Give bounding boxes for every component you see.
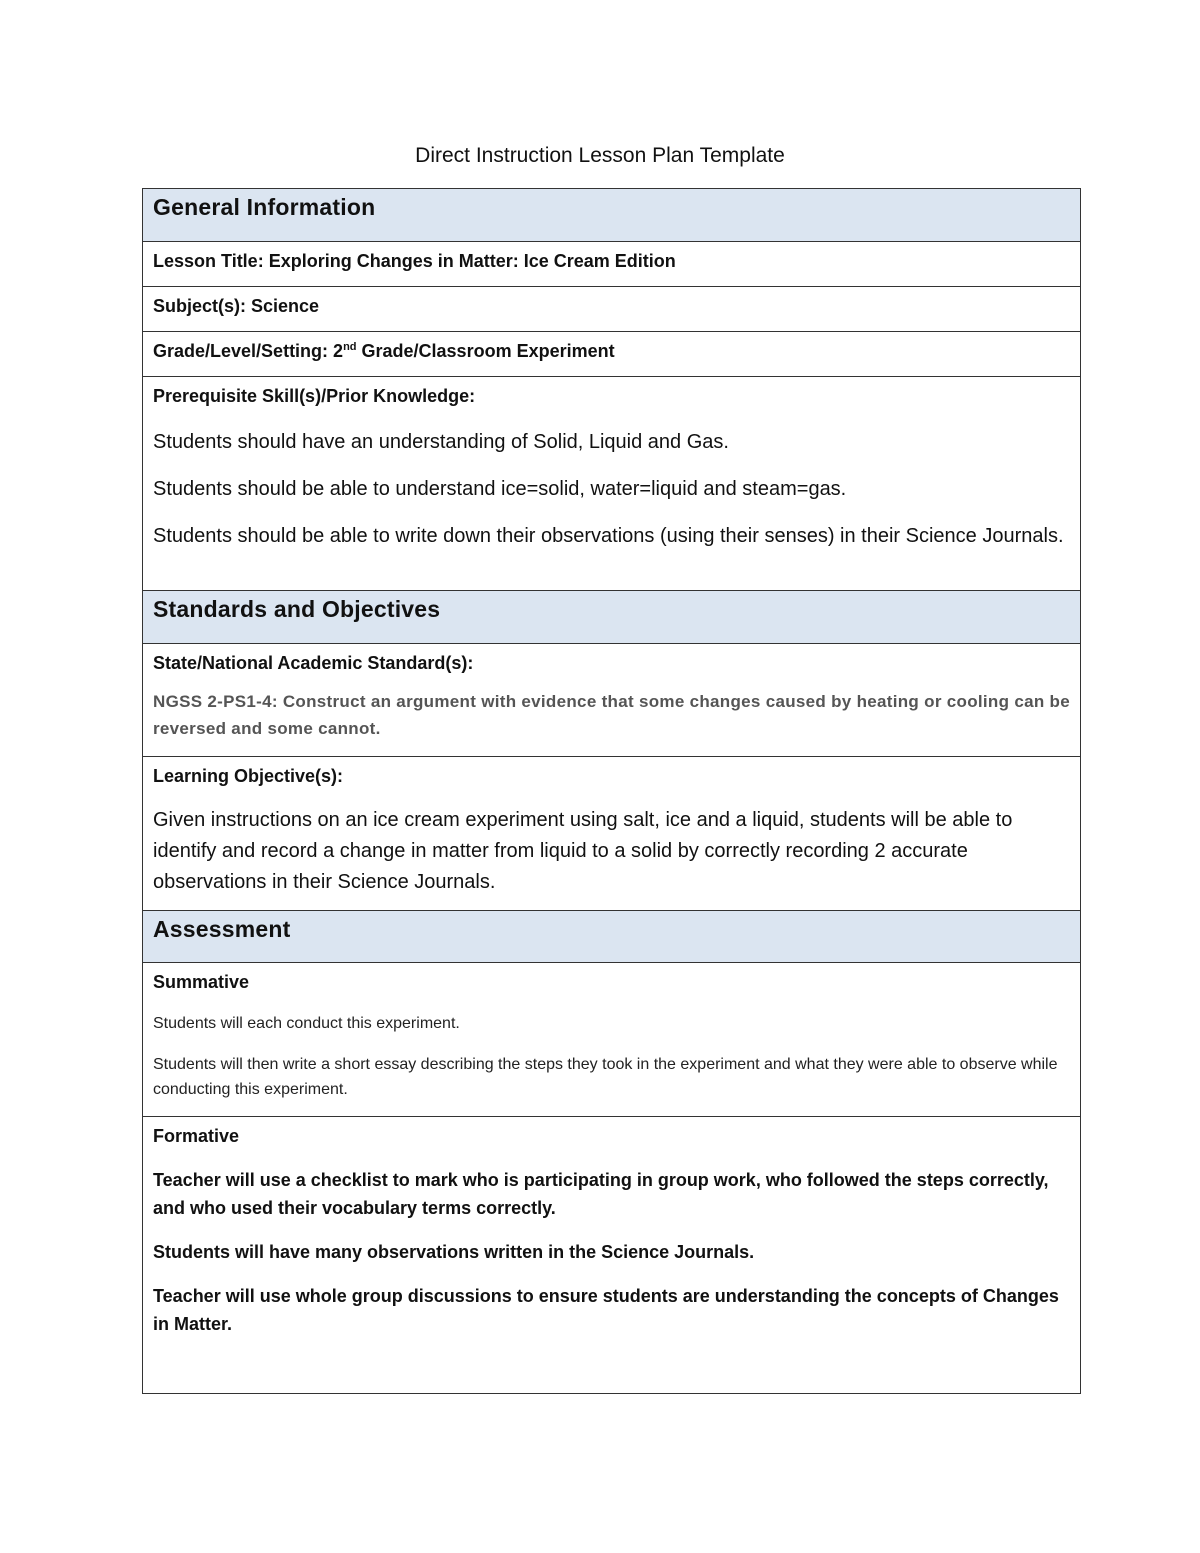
prerequisite-item: Students should be able to understand ice=solid, water=liquid and steam=gas.	[153, 478, 847, 500]
prerequisite-item: Students should be able to write down their observations (using their senses) in their Science Journals.	[153, 525, 1064, 547]
grade-row	[143, 332, 1080, 377]
lesson-title-row	[143, 242, 1080, 287]
general-information-header	[143, 189, 1080, 242]
standards-objectives-header-text: Standards and Objectives	[153, 596, 441, 622]
standard-text: NGSS 2-PS1-4: Construct an argument with evidence that some changes caused by heating or cooling can be reversed and some cannot.	[153, 692, 1070, 738]
formative-label: Formative	[153, 1126, 240, 1146]
prerequisite-label: Prerequisite Skill(s)/Prior Knowledge:	[153, 386, 476, 406]
summative-item: Students will then write a short essay describing the steps they took in the experiment and what they were able to observe while conducting this experiment.	[153, 1056, 1058, 1098]
assessment-header-text: Assessment	[153, 916, 291, 942]
lesson-plan-table	[142, 188, 1081, 1394]
formative-item: Teacher will use whole group discussions to ensure students are understanding the concepts of Changes in Matter.	[153, 1286, 1059, 1334]
document-title: Direct Instruction Lesson Plan Template	[415, 144, 785, 167]
learning-objective-row	[143, 757, 1080, 911]
summative-item: Students will each conduct this experiment.	[153, 1015, 460, 1032]
general-information-header-text: General Information	[153, 194, 376, 220]
assessment-header	[143, 911, 1080, 963]
learning-objective-text: Given instructions on an ice cream experiment using salt, ice and a liquid, students will be able to identify and record a change in matter from liquid to a solid by correctly recording 2 accurate observations in their Science Journals.	[153, 809, 1013, 893]
subjects-row	[143, 287, 1080, 332]
learning-objective-label: Learning Objective(s):	[153, 766, 344, 786]
grade-level-setting	[153, 338, 1070, 364]
standards-objectives-header	[143, 591, 1080, 644]
formative-item: Teacher will use a checklist to mark who is participating in group work, who followed the steps correctly, and who used their vocabulary terms correctly.	[153, 1170, 1049, 1218]
summative-row	[143, 963, 1080, 1117]
grade-superscript: nd	[343, 341, 357, 353]
subjects: Subject(s): Science	[153, 296, 320, 316]
lesson-title: Lesson Title: Exploring Changes in Matter: Ice Cream Edition	[153, 251, 676, 271]
grade-prefix: Grade/Level/Setting: 2	[153, 341, 344, 361]
standards-row	[143, 644, 1080, 757]
formative-row	[143, 1117, 1080, 1393]
prerequisite-row	[143, 377, 1080, 591]
standard-label: State/National Academic Standard(s):	[153, 653, 474, 673]
summative-label: Summative	[153, 972, 250, 992]
formative-item: Students will have many observations written in the Science Journals.	[153, 1242, 755, 1262]
grade-suffix: Grade/Classroom Experiment	[356, 341, 615, 361]
prerequisite-item: Students should have an understanding of Solid, Liquid and Gas.	[153, 431, 729, 453]
